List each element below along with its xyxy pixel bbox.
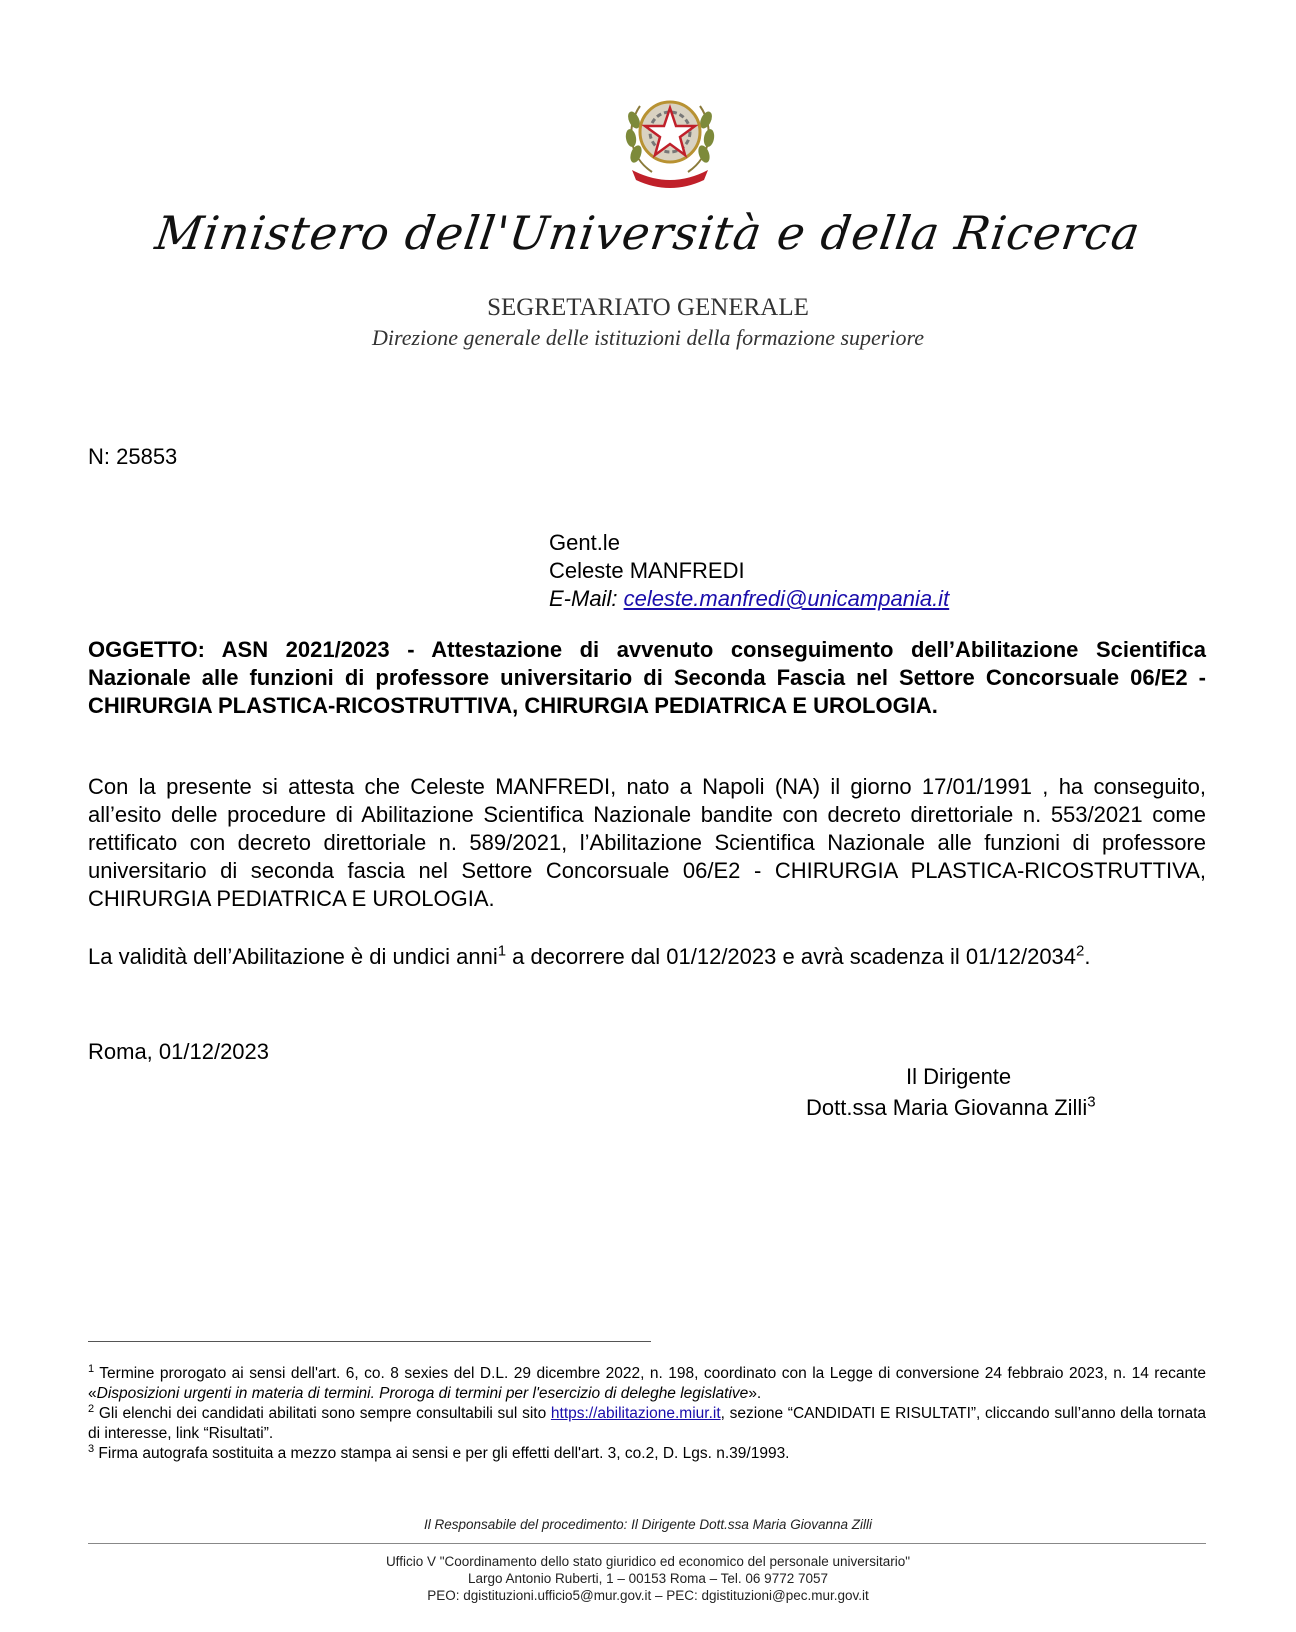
validity-text-1: La validità dell’Abilitazione è di undici anni xyxy=(88,944,498,969)
footnote-text: Firma autografa sostituita a mezzo stampa ai sensi e per gli effetti dell'art. 3, co.2, D. Lgs. n.39/1993. xyxy=(94,1445,790,1462)
footnote-number: 2 xyxy=(88,1402,95,1415)
signatory-name: Dott.ssa Maria Giovanna Zilli xyxy=(806,1095,1088,1120)
abilitazione-site-link[interactable]: https://abilitazione.miur.it xyxy=(550,1405,721,1422)
directorate-title: Direzione generale delle istituzioni della formazione superiore xyxy=(372,325,924,350)
footnote-number: 3 xyxy=(88,1442,95,1455)
office-footer xyxy=(0,1553,1296,1604)
footnote-ref-3: 3 xyxy=(1087,1093,1096,1111)
validity-text-3: . xyxy=(1084,944,1091,969)
recipient-name: Celeste MANFREDI xyxy=(549,558,745,583)
office-address: Largo Antonio Ruberti, 1 – 00153 Roma – Tel. 06 9772 7057 xyxy=(467,1571,829,1586)
recipient-email-row xyxy=(549,585,949,613)
footnote-ref-1: 1 xyxy=(497,942,507,960)
footnote-3 xyxy=(88,1444,1206,1464)
attestation-paragraph: Con la presente si attesta che Celeste MANFREDI, nato a Napoli (NA) il giorno 17/01/1991 , ha conseguito, all’esito delle procedure di Abilitazione Scientifica Nazionale bandite con decreto direttoriale n. 553/2021 come rettificato con decreto direttoriale n. 589/2021, l’Abilitazione Scientifica Nazionale alle funzioni di professore universitario di seconda fascia nel Settore Concorsuale 06/E2 - CHIRURGIA PLASTICA-RICOSTRUTTIVA, CHIRURGIA PEDIATRICA E UROLOGIA. xyxy=(88,774,1206,911)
recipient-salutation: Gent.le xyxy=(549,530,620,555)
footnote-text: Termine prorogato ai sensi dell'art. 6, co. 8 sexies del D.L. 29 dicembre 2022, n. 198, coordinato con la Legge di conversione 24 febbraio 2023, n. 14 recante « xyxy=(88,1365,1206,1402)
footnote-divider xyxy=(88,1341,651,1342)
footnote-italic: Disposizioni urgenti in materia di termini. Proroga di termini per l'esercizio di deleghe legislative xyxy=(96,1385,749,1402)
place-date: Roma, 01/12/2023 xyxy=(88,1039,270,1064)
validity-paragraph xyxy=(88,943,1206,971)
footnote-number: 1 xyxy=(88,1362,95,1375)
validity-text-2: a decorrere dal 01/12/2023 e avrà scadenza il 01/12/2034 xyxy=(506,944,1077,969)
footnote-1 xyxy=(88,1364,1206,1404)
procedure-responsible: Il Responsabile del procedimento: Il Dirigente Dott.ssa Maria Giovanna Zilli xyxy=(424,1517,872,1532)
protocol-number: N: 25853 xyxy=(88,444,178,469)
footnote-text: , sezione “CANDIDATI E RISULTATI”, cliccando sull’anno della tornata di interesse, link “Risultati”. xyxy=(88,1405,1206,1442)
email-label: E-Mail: xyxy=(549,586,618,611)
office-name: Ufficio V "Coordinamento dello stato giuridico ed economico del personale universitario" xyxy=(385,1554,911,1569)
recipient-block xyxy=(549,529,949,613)
email-link[interactable]: celeste.manfredi@unicampania.it xyxy=(623,586,950,611)
office-contacts: PEO: dgistituzioni.ufficio5@mur.gov.it – PEC: dgistituzioni@pec.mur.gov.it xyxy=(427,1588,869,1603)
signatory-role: Il Dirigente xyxy=(906,1064,1012,1089)
footnotes xyxy=(88,1364,1206,1464)
footnote-text: ». xyxy=(748,1385,762,1402)
signatory-name-row xyxy=(806,1095,1096,1121)
ministry-name: Ministero dell'Università e della Ricerca xyxy=(152,206,1144,260)
footer-divider xyxy=(88,1543,1206,1544)
footnote-ref-2: 2 xyxy=(1076,942,1085,960)
subject-heading: OGGETTO: ASN 2021/2023 - Attestazione di avvenuto conseguimento dell’Abilitazione Scientifica Nazionale alle funzioni di professore universitario di Seconda Fascia nel Settore Concorsuale 06/E2 - CHIRURGIA PLASTICA-RICOSTRUTTIVA, CHIRURGIA PEDIATRICA E UROLOGIA. xyxy=(88,637,1206,718)
footnote-2 xyxy=(88,1404,1206,1444)
secretariat-title: SEGRETARIATO GENERALE xyxy=(487,294,809,321)
republic-emblem-icon xyxy=(618,86,722,190)
footnote-text: Gli elenchi dei candidati abilitati sono sempre consultabili sul sito xyxy=(94,1405,551,1422)
